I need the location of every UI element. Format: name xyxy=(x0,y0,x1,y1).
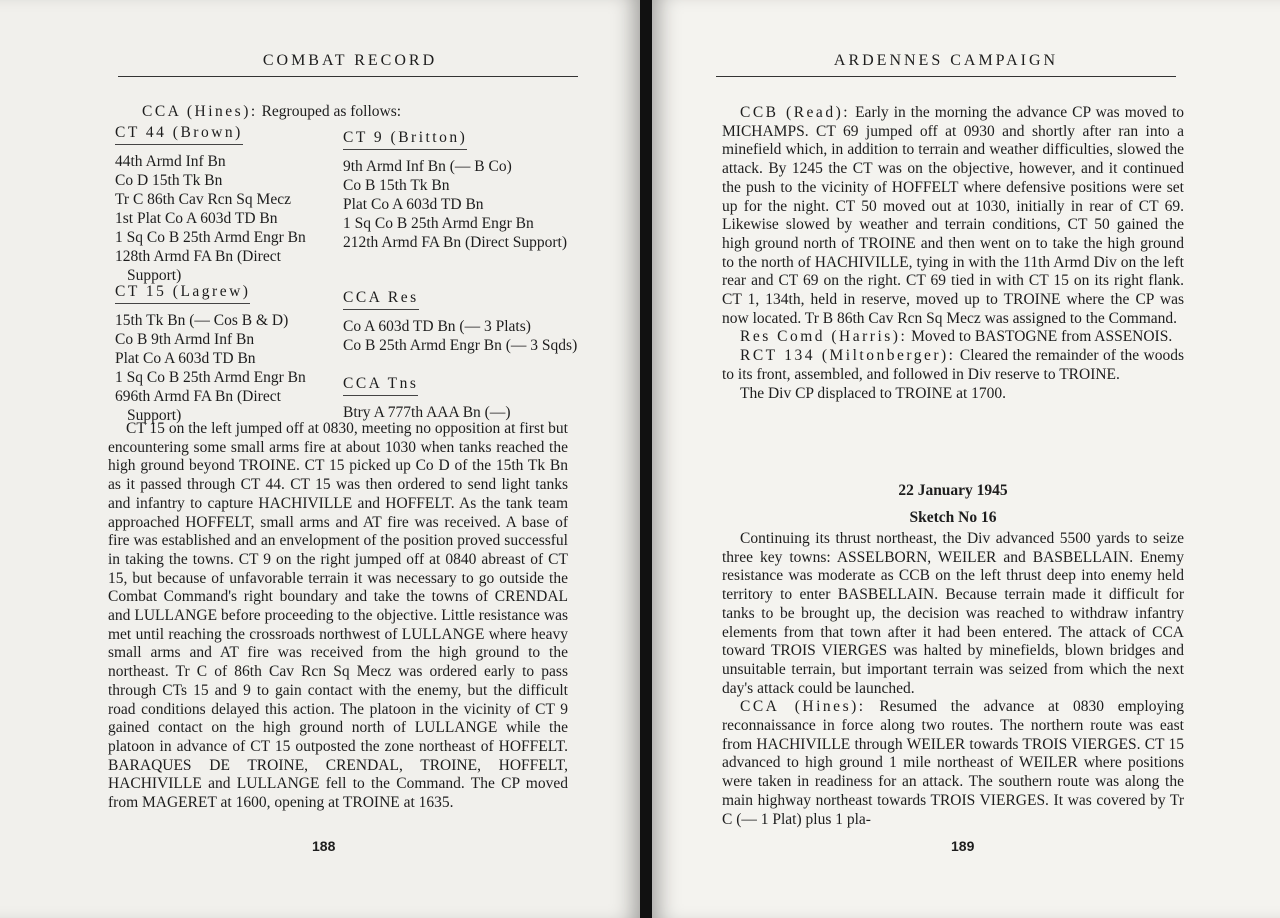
ct15-unit: Co B 9th Armd Inf Bn xyxy=(115,331,255,348)
ct9-head: CT 9 (Britton) xyxy=(343,128,467,150)
res-comd-name: Res Comd (Harris): xyxy=(740,328,908,346)
ct44-unit: Co D 15th Tk Bn xyxy=(115,172,223,189)
rct134-paragraph xyxy=(722,347,1184,384)
cca-tns-head: CCA Tns xyxy=(343,374,418,396)
cca-res-unit: Co A 603d TD Bn (— 3 Plats) xyxy=(343,318,531,335)
ccb-name: CCB (Read): xyxy=(740,104,851,121)
div-cp-paragraph: The Div CP displaced to TROINE at 1700. xyxy=(740,384,1007,402)
ct9-unit: Plat Co A 603d TD Bn xyxy=(343,196,484,213)
cca-res-group xyxy=(343,288,583,355)
rct134-name: RCT 134 (Miltonberger): xyxy=(740,347,956,365)
right-headings xyxy=(722,482,1184,527)
left-head-rule xyxy=(118,76,578,77)
right-running-head: ARDENNES CAMPAIGN xyxy=(833,52,1059,69)
right-head-rule xyxy=(716,76,1176,77)
right-body-bottom xyxy=(722,530,1184,829)
ct44-unit: Tr C 86th Cav Rcn Sq Mecz xyxy=(115,191,291,208)
ct15-unit: Plat Co A 603d TD Bn xyxy=(115,350,256,367)
date-heading: 22 January 1945 xyxy=(898,482,1008,499)
cca-tns-group xyxy=(343,374,583,422)
res-comd-paragraph xyxy=(722,328,1184,347)
left-page-number: 188 xyxy=(312,838,336,854)
ct9-unit: 9th Armd Inf Bn (— B Co) xyxy=(343,158,512,175)
ct9-group xyxy=(343,128,583,252)
ct9-unit: 212th Armd FA Bn (Direct Support) xyxy=(343,234,568,251)
right-page xyxy=(652,0,1280,918)
ct44-group xyxy=(115,123,337,285)
cca-res-unit: Co B 25th Armd Engr Bn (— 3 Sqds) xyxy=(343,337,578,354)
left-running-head: COMBAT RECORD xyxy=(262,52,438,69)
ct15-unit: 696th Armd FA Bn (Direct Support) xyxy=(115,388,281,424)
ct44-head: CT 44 (Brown) xyxy=(115,123,243,145)
cca-res-head: CCA Res xyxy=(343,288,419,310)
ct15-unit: 1 Sq Co B 25th Armd Engr Bn xyxy=(115,369,306,386)
ct44-unit: 44th Armd Inf Bn xyxy=(115,153,226,170)
sketch-heading: Sketch No 16 xyxy=(909,508,997,526)
cca-intro-rest: Regrouped as follows: xyxy=(261,103,402,120)
cca-intro xyxy=(142,102,562,121)
cca-intro-name: CCA (Hines): xyxy=(142,103,258,120)
ct44-unit: 1 Sq Co B 25th Armd Engr Bn xyxy=(115,229,306,246)
cca-jan22-name: CCA (Hines): xyxy=(740,698,866,716)
cca-jan22-paragraph xyxy=(722,698,1184,829)
rct134-text: Cleared the remainder of the woods to its front, assembled, and followed in Div reserve to TROINE. xyxy=(722,347,1185,383)
jan22-paragraph: Continuing its thrust northeast, the Div advanced 5500 yards to seize three key towns: ASSELBORN, WEILER and BASBELLAIN. Enemy resistance was moderate as CCB on the left thrust deep into enemy held territory to enter BASBELLAIN. Because terrain made it difficult for tanks to be brought up, the decision was reached to withdraw infantry elements from that town after it had been entered. The attack of CCA toward TROIS VIERGES was halted by minefields, blown bridges and unsuitable terrain, but important terrain was seized from which the next day's attack could be launched. xyxy=(722,530,1184,697)
right-page-number: 189 xyxy=(951,838,975,854)
ct44-unit: 1st Plat Co A 603d TD Bn xyxy=(115,210,278,227)
res-comd-text: Moved to BASTOGNE from ASSENOIS. xyxy=(911,328,1173,346)
ct15-narrative: CT 15 on the left jumped off at 0830, meeting no opposition at first but encountering some small arms fire at about 1030 when tanks reached the high ground beyond TROINE. CT 15 picked up Co D of the 15th Tk Bn as it passed through CT 44. CT 15 was then ordered to send light tanks and infantry to capture HACHIVILLE and HOFFELT. As the tank team approached HOFFELT, small arms and AT fire was received. A base of fire was established and an envelopment of the position proved successful in taking the towns. CT 9 on the right jumped off at 0840 abreast of CT 15, but because of unfavorable terrain it was necessary to go outside the Combat Command's right boundary and take the towns of CRENDAL and LULLANGE before proceeding to the objective. Little resistance was met until reaching the crossroads northwest of LULLANGE where heavy small arms and AT fire was received from the high ground to the northeast. Tr C of 86th Cav Rcn Sq Mecz was ordered early to pass through CTs 15 and 9 to gain contact with the enemy, but the difficult road conditions delayed this action. The platoon in the vicinity of CT 9 gained contact on the high ground north of LULLANGE while the platoon in advance of CT 15 outposted the zone northeast of HOFFELT. BARAQUES DE TROINE, CRENDAL, TROINE, HOFFELT, HACHIVILLE and LULLANGE fell to the Command. The CP moved from MAGERET at 1600, opening at TROINE at 1635. xyxy=(108,420,568,812)
cca-jan22-text: Resumed the advance at 0830 employing reconnaissance in force along two routes. The northern route was east from HACHIVILLE through WEILER towards TROIS VIERGES. CT 15 advanced to high ground 1 mile northeast of WEILER where positions were taken in readiness for an attack. The southern route was along the main highway northeast towards TROIS VIERGES. It was covered by Tr C (— 1 Plat) plus 1 pla- xyxy=(722,698,1185,828)
cca-tns-unit: Btry A 777th AAA Bn (—) xyxy=(343,404,511,421)
ct44-unit: 128th Armd FA Bn (Direct Support) xyxy=(115,248,281,284)
right-body-top xyxy=(722,104,1184,403)
ccb-text: Early in the morning the advance CP was moved to MICHAMPS. CT 69 jumped off at 0930 and shortly after ran into a minefield which, in addition to terrain and weather difficulties, slowed the attack. By 1245 the CT was on the objective, however, and it continued the push to the vicinity of HOFFELT where defensive positions were set up for the night. CT 50 moved out at 1030, initially in rear of CT 69. Likewise slowed by weather and terrain conditions, CT 50 gained the high ground north of TROINE and then went on to take the high ground to the north of HACHIVILLE, tying in with the 11th Armd Div on the left rear and CT 69 on the right. CT 69 tied in with CT 15 on its right flank. CT 1, 134th, held in reserve, moved up to TROINE where the CP was now located. Tr B 86th Cav Rcn Sq Mecz was assigned to the Command. xyxy=(722,104,1184,327)
ct15-head: CT 15 (Lagrew) xyxy=(115,282,250,304)
ct15-group xyxy=(115,282,337,425)
ct15-unit: 15th Tk Bn (— Cos B & D) xyxy=(115,312,289,329)
ct9-unit: 1 Sq Co B 25th Armd Engr Bn xyxy=(343,215,534,232)
left-body xyxy=(108,420,568,813)
ccb-paragraph xyxy=(722,104,1184,328)
ct9-unit: Co B 15th Tk Bn xyxy=(343,177,450,194)
